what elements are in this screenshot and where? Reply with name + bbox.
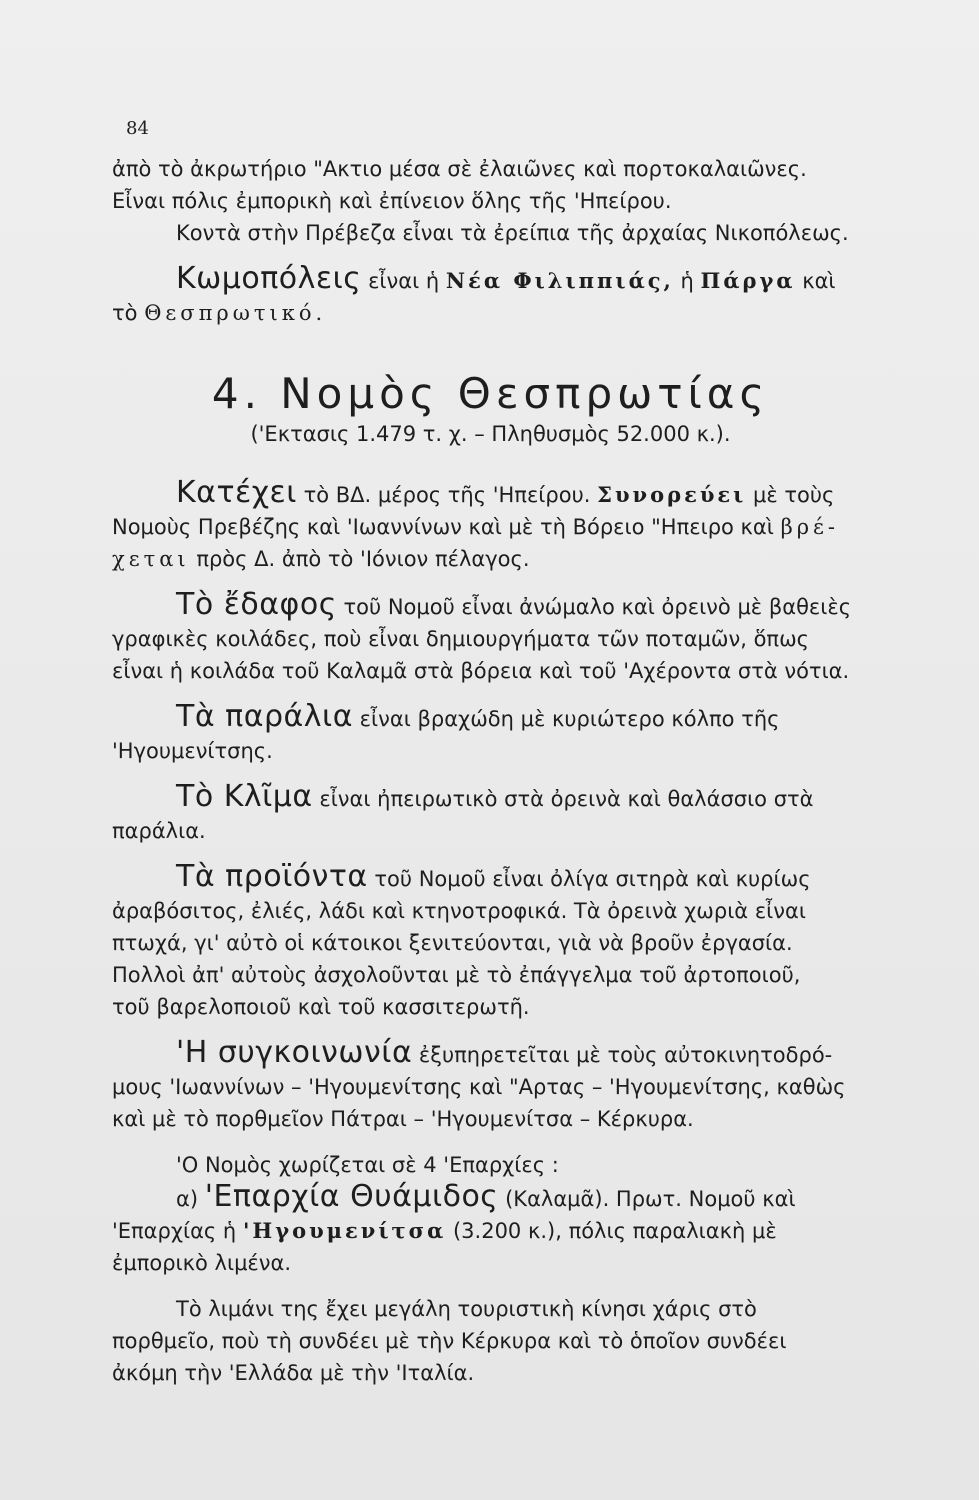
emphasis-word: Συνορεύει [597,482,747,507]
inline-text: εἶναι βραχώδη μὲ κυριώτερο κόλπο τῆς [359,707,780,731]
text-line: πορθμεῖο, ποὺ τὴ συνδέει μὲ τὴν Κέρκυρα καὶ τὸ ὁποῖον συνδέει [112,1329,787,1353]
text-line [112,511,869,543]
text-line: πτωχά, γι' αὐτὸ οἱ κάτοικοι ξενιτεύονται, γιὰ νὰ βροῦν ἐργασία. [112,931,793,955]
inline-text: τοῦ Νομοῦ εἶναι ἀνώμαλο καὶ ὀρεινὸ μὲ βαθειὲς [343,595,852,619]
emphasis-word: βρέ- [780,515,840,539]
inline-text: εἶναι ἡ [368,269,440,293]
text-line: τοῦ βαρελοποιοῦ καὶ τοῦ κασσιτερωτῆ. [112,995,530,1019]
section-title: 4. Νομὸς Θεσπρωτίας [211,369,770,418]
paragraph-heading: Κατέχει [176,475,297,510]
text-line: Τὸ λιμάνι της ἔχει μεγάλη τουριστικὴ κίνησι χάρις στὸ [176,1297,757,1321]
text-line: καὶ μὲ τὸ πορθμεῖον Πάτραι – 'Ηγουμενίτσα – Κέρκυρα. [112,1107,694,1131]
inline-text: πρὸς Δ. ἀπὸ τὸ 'Ιόνιον πέλαγος. [196,547,530,571]
text-line: μους 'Ιωαννίνων – 'Ηγουμενίτσης καὶ "Αρτας – 'Ηγουμενίτσης, καθὼς [112,1075,846,1099]
text-line [112,1181,869,1215]
klima-paragraph [112,781,869,847]
place-name: Θεσπρωτικό. [144,301,327,325]
text-line: γραφικὲς κοιλάδες, ποὺ εἶναι δημιουργήματα τῶν ποταμῶν, ὅπως [112,627,809,651]
paragraph-heading: Τὸ ἔδαφος [176,587,337,622]
text-line: 'Ο Νομὸς χωρίζεται σὲ 4 'Επαρχίες : [176,1153,559,1177]
text-line [112,861,869,895]
inline-text: τὸ [112,301,138,325]
text-line: ἀπὸ τὸ ἀκρωτήριο "Ακτιο μέσα σὲ ἐλαιῶνες καὶ πορτοκαλαιῶνες. [112,157,807,181]
inline-text: 'Επαρχίας ἡ [112,1219,237,1243]
edafos-paragraph [112,589,869,687]
text-line [112,263,869,297]
inline-text: τὸ ΒΔ. μέρος τῆς 'Ηπείρου. [303,483,591,507]
text-line: εἶναι ἡ κοιλάδα τοῦ Καλαμᾶ στὰ βόρεια καὶ τοῦ 'Αχέροντα στὰ νότια. [112,659,850,683]
limani-paragraph [112,1293,869,1389]
text-line: ἐμπορικὸ λιμένα. [112,1251,292,1275]
place-name: 'Ηγουμενίτσα [242,1218,447,1243]
komopoleis-paragraph [112,263,869,329]
text-line: Πολλοὶ ἀπ' αὐτοὺς ἀσχολοῦνται μὲ τὸ ἐπάγγελμα τοῦ ἀρτοποιοῦ, [112,963,801,987]
place-name: Νέα Φιλιππιάς, [445,268,674,293]
text-line: Κοντὰ στὴν Πρέβεζα εἶναι τὰ ἐρείπια τῆς ἀρχαίας Νικοπόλεως. [176,221,849,245]
text-line [112,477,869,511]
inline-text: Νομοὺς Πρεβέζης καὶ 'Ιωαννίνων καὶ μὲ τὴ Βόρειο "Ηπειρο καὶ [112,515,774,539]
text-line [112,543,869,575]
paragraph-heading: Τὸ Κλῖμα [176,779,313,814]
text-line: 'Ηγουμενίτσης. [112,739,273,763]
inline-text: εἶναι ἠπειρωτικὸ στὰ ὀρεινὰ καὶ θαλάσσιο στὰ [319,787,814,811]
paragraph-heading: Τὰ παράλια [176,699,353,734]
inline-text: μὲ τοὺς [753,483,835,507]
text-line [112,1037,869,1071]
eparxies-paragraph [112,1149,869,1279]
text-line: παράλια. [112,819,206,843]
text-line [112,297,869,329]
katexei-paragraph [112,477,869,575]
place-name: Πάργα [700,268,796,293]
paralia-paragraph [112,701,869,767]
inline-text: (3.200 κ.), πόλις παραλιακὴ μὲ [452,1219,777,1243]
text-line [112,589,869,623]
intro-paragraph [112,153,869,249]
list-label: α) [176,1187,199,1211]
paragraph-heading: Κωμοπόλεις [176,261,362,296]
inline-text: τοῦ Νομοῦ εἶναι ὀλίγα σιτηρὰ καὶ κυρίως [374,867,811,891]
paragraph-heading: 'Η συγκοινωνία [176,1035,413,1070]
paragraph-heading: Τὰ προϊόντα [176,859,368,894]
text-line: Εἶναι πόλις ἐμπορικὴ καὶ ἐπίνειον ὅλης τῆς 'Ηπείρου. [112,189,672,213]
inline-text: ἡ [680,269,694,293]
page-number: 84 [126,118,149,139]
sygkoinonia-paragraph [112,1037,869,1135]
proionta-paragraph [112,861,869,1023]
inline-text: (Καλαμᾶ). Πρωτ. Νομοῦ καὶ [505,1187,796,1211]
text-line: ἀραβόσιτος, ἐλιές, λάδι καὶ κτηνοτροφικά. Τὰ ὀρεινὰ χωριὰ εἶναι [112,899,806,923]
section-subtitle: ('Εκτασις 1.479 τ. χ. – Πληθυσμὸς 52.000 κ.). [250,422,731,446]
inline-text: καὶ [802,269,836,293]
emphasis-word: χεται [112,547,190,571]
text-line [112,1215,869,1247]
text-line [112,781,869,815]
paragraph-heading: 'Επαρχία Θυάμιδος [204,1179,499,1214]
text-line: ἀκόμη τὴν 'Ελλάδα μὲ τὴν 'Ιταλία. [112,1361,475,1385]
text-line [112,701,869,735]
inline-text: ἐξυπηρετεῖται μὲ τοὺς αὐτοκινητοδρό- [418,1043,833,1067]
